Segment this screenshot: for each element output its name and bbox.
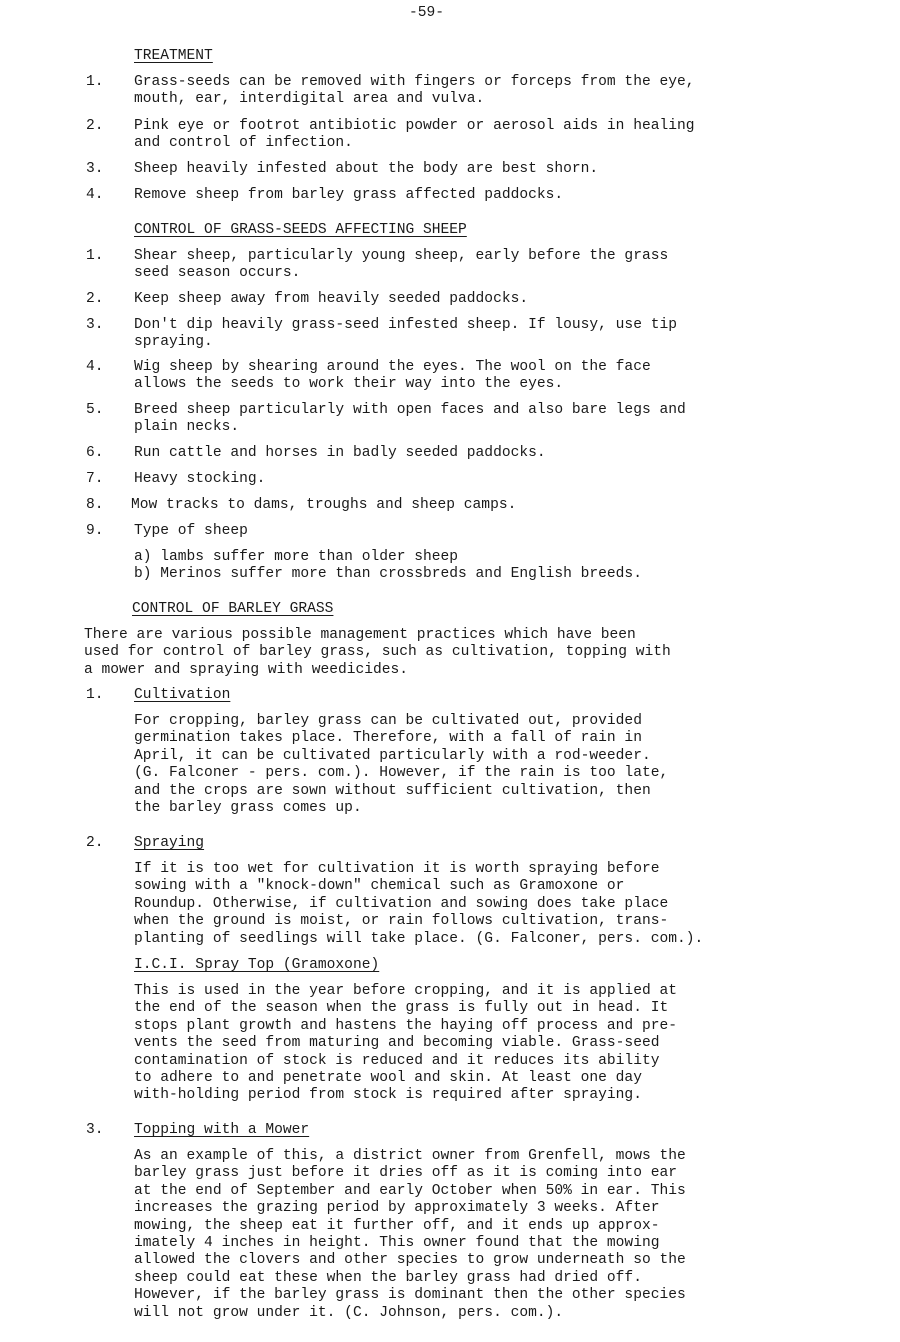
treatment-item-text: Grass-seeds can be removed with fingers or forceps from the eye, mouth, ear, interdigital area and vulva. bbox=[134, 74, 695, 108]
barley-section-title: Cultivation bbox=[134, 687, 231, 703]
control-seeds-item-text: Shear sheep, particularly young sheep, early before the grass seed season occurs. bbox=[134, 248, 669, 282]
control-seeds-heading: CONTROL OF GRASS-SEEDS AFFECTING SHEEP bbox=[134, 222, 467, 238]
treatment-item-text: Sheep heavily infested about the body are best shorn. bbox=[134, 161, 599, 177]
control-seeds-item-number: 3. bbox=[86, 317, 104, 333]
control-seeds-subitem: a) lambs suffer more than older sheep bbox=[134, 549, 459, 565]
control-barley-heading: CONTROL OF BARLEY GRASS bbox=[132, 601, 334, 617]
barley-section-title: Topping with a Mower bbox=[134, 1122, 310, 1138]
barley-section-number: 2. bbox=[86, 835, 104, 851]
treatment-item-text: Pink eye or footrot antibiotic powder or aerosol aids in healing and control of infection. bbox=[134, 118, 695, 152]
control-seeds-item-text: Type of sheep bbox=[134, 523, 248, 539]
treatment-heading: TREATMENT bbox=[134, 48, 213, 64]
barley-section-number: 1. bbox=[86, 687, 104, 703]
control-seeds-item-number: 2. bbox=[86, 291, 104, 307]
barley-section-text: If it is too wet for cultivation it is worth spraying before sowing with a "knock-down" chemical such as Gramoxone or Roundup. Otherwise, if cultivation and sowing does take place when the ground is moist, or rain follows cultivation, trans- planting of seedlings will take place. (G. Falconer, pers. com.). bbox=[134, 861, 704, 947]
control-seeds-item-number: 5. bbox=[86, 402, 104, 418]
page-number: -59- bbox=[409, 5, 445, 21]
barley-section-title: I.C.I. Spray Top (Gramoxone) bbox=[134, 957, 380, 973]
barley-section-number: 3. bbox=[86, 1122, 104, 1138]
treatment-item-number: 2. bbox=[86, 118, 104, 134]
control-seeds-item-number: 7. bbox=[86, 471, 104, 487]
control-seeds-item-text: Keep sheep away from heavily seeded paddocks. bbox=[134, 291, 529, 307]
control-seeds-item-number: 4. bbox=[86, 359, 104, 375]
control-seeds-item-text: Wig sheep by shearing around the eyes. The wool on the face allows the seeds to work their way into the eyes. bbox=[134, 359, 651, 393]
treatment-item-number: 3. bbox=[86, 161, 104, 177]
control-seeds-item-number: 9. bbox=[86, 523, 104, 539]
control-seeds-item-text: Breed sheep particularly with open faces and also bare legs and plain necks. bbox=[134, 402, 686, 436]
control-seeds-item-text: Run cattle and horses in badly seeded paddocks. bbox=[134, 445, 546, 461]
control-seeds-subitem: b) Merinos suffer more than crossbreds and English breeds. bbox=[134, 566, 642, 582]
barley-section-text: This is used in the year before cropping, and it is applied at the end of the season when the grass is fully out in head. It stops plant growth and hastens the haying off process and pre- vents the seed from maturing and becoming viable. Grass-seed contamination of stock is reduced and it reduces its ability to adhere to and penetrate wool and skin. At least one day with-holding period from stock is required after spraying. bbox=[134, 983, 677, 1104]
treatment-item-number: 4. bbox=[86, 187, 104, 203]
control-seeds-item-text: Heavy stocking. bbox=[134, 471, 266, 487]
control-seeds-item-number: 6. bbox=[86, 445, 104, 461]
control-seeds-item-number: 8. bbox=[86, 497, 104, 513]
treatment-item-number: 1. bbox=[86, 74, 104, 90]
control-seeds-item-text: Don't dip heavily grass-seed infested sheep. If lousy, use tip spraying. bbox=[134, 317, 677, 351]
control-seeds-item-number: 1. bbox=[86, 248, 104, 264]
treatment-item-text: Remove sheep from barley grass affected paddocks. bbox=[134, 187, 564, 203]
barley-section-text: For cropping, barley grass can be cultivated out, provided germination takes place. Therefore, with a fall of rain in April, it can be cultivated particularly with a rod-weeder. (G. Falconer - pers. com.). However, if the rain is too late, and the crops are sown without sufficient cultivation, then the barley grass comes up. bbox=[134, 713, 669, 817]
barley-section-title: Spraying bbox=[134, 835, 205, 851]
control-barley-intro: There are various possible management practices which have been used for control of barley grass, such as cultivation, topping with a mower and spraying with weedicides. bbox=[84, 627, 671, 678]
barley-section-text: As an example of this, a district owner from Grenfell, mows the barley grass just before it dries off as it is coming into ear at the end of September and early October when 50% in ear. This increases the grazing period by approximately 3 weeks. After mowing, the sheep eat it further off, and it ends up approx- imately 4 inches in height. This owner found that the mowing allowed the clovers and other species to grow underneath so the sheep could eat these when the barley grass had dried off. However, if the barley grass is dominant then the other species will not grow under it. (C. Johnson, pers. com.). bbox=[134, 1148, 686, 1321]
control-seeds-item-text: Mow tracks to dams, troughs and sheep camps. bbox=[131, 497, 517, 513]
